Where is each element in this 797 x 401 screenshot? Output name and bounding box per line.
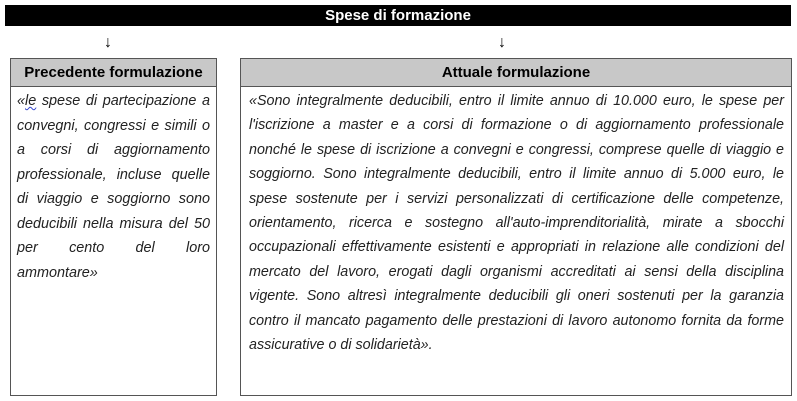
arrow-down-left-icon: ↓ [104,34,112,51]
banner-title: Spese di formazione [5,5,791,26]
current-formulation-box [240,58,792,396]
arrow-down-right-icon: ↓ [498,34,506,51]
previous-formulation-header: Precedente formulazione [11,59,216,87]
previous-formulation-box [10,58,217,396]
spellcheck-flagged-word: le [25,93,37,109]
previous-formulation-rest: spese di partecipazione a convegni, congressi e simili o a corsi di aggiornamento professionale, incluse quelle di viaggio e soggiorno sono deducibili nella misura del 50 per cento del loro ammontare» [17,93,210,281]
quote-open: « [17,93,26,109]
current-formulation-text: «Sono integralmente deducibili, entro il limite annuo di 10.000 euro, le spese per l'iscrizione a master e a corsi di formazione o di aggiornamento professionale nonché le spese di iscrizione a convegni e congressi, comprese quelle di viaggio e soggiorno. Sono integralmente deducibili, entro il limite annuo di 5.000 euro, le spese sostenute per i servizi personalizzati di certificazione delle competenze, orientamento, ricerca e sostegno all'auto-imprenditorialità, mirate a sbocchi occupazionali effettivamente esistenti e appropriati in relazione alle condizioni del mercato del lavoro, erogati dagli organismi accreditati ai sensi della disciplina vigente. Sono altresì integralmente deducibili gli oneri sostenuti per la garanzia contro il mancato pagamento delle prestazioni di lavoro autonomo fornita da forme assicurative o di solidarietà». [249,93,784,354]
previous-formulation-text [11,87,216,285]
current-formulation-header: Attuale formulazione [241,59,791,87]
